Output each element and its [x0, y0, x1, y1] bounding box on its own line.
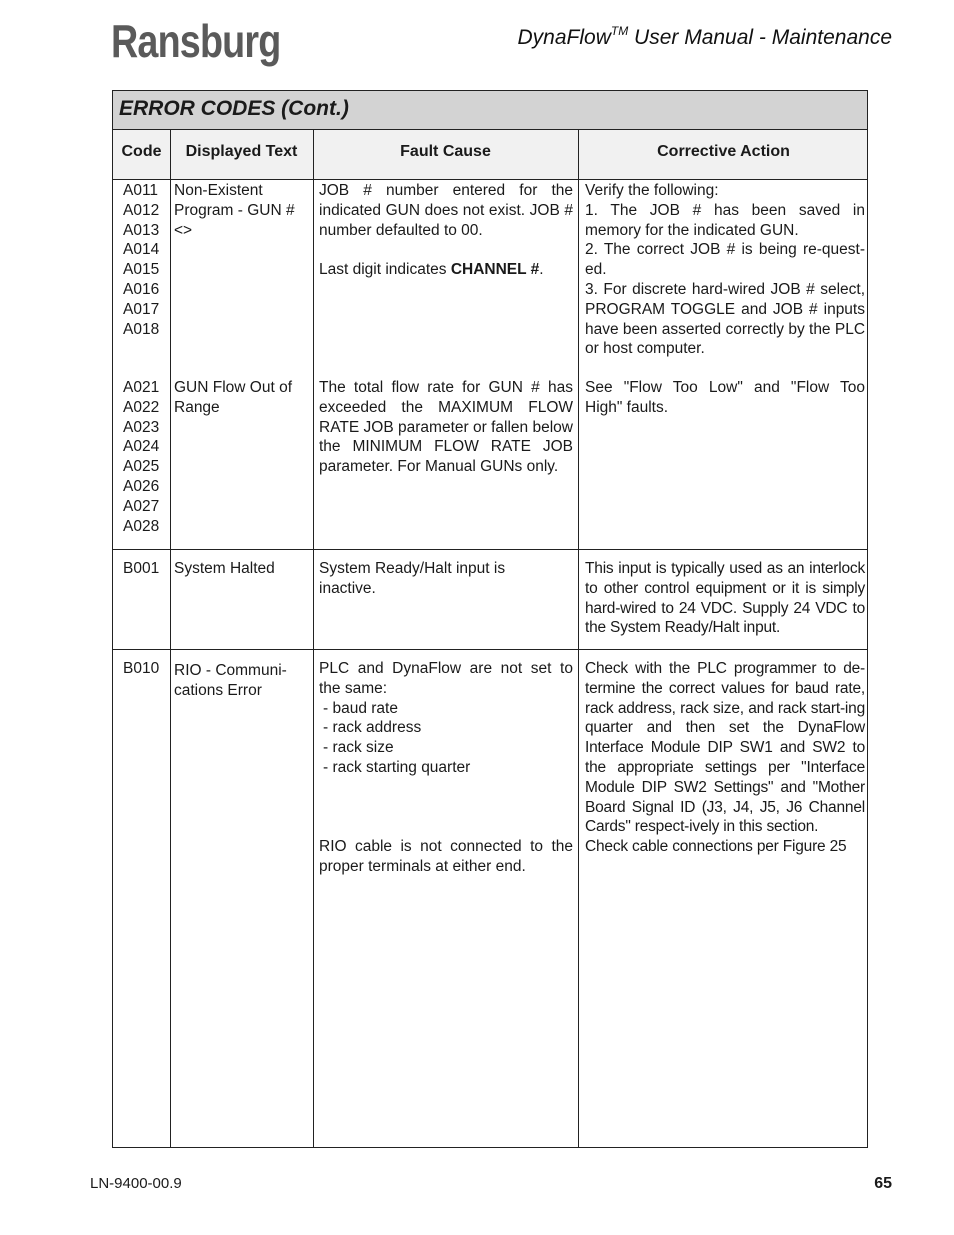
displayed-text: GUN Flow Out of Range: [174, 379, 292, 416]
title-suffix: User Manual - Maintenance: [628, 26, 892, 49]
action-intro: Verify the following:: [585, 182, 719, 199]
action-item: 3. For discrete hard-wired JOB # select, PROGRAM TOGGLE and JOB # inputs have been asserted correctly by the PLC or host computer.: [585, 280, 866, 358]
fault-cause: [319, 659, 573, 877]
section-title: ERROR CODES (Cont.): [113, 91, 867, 130]
corrective-action: [585, 181, 865, 359]
ransburg-logo: Ransburg: [111, 15, 281, 67]
error-code: A011: [123, 182, 159, 199]
column-divider: [313, 130, 314, 1147]
title-product: DynaFlow: [517, 26, 611, 49]
error-code: A018: [123, 320, 160, 338]
action-text: Check cable connections per Figure 25: [585, 838, 847, 856]
displayed-text: System Halted: [174, 560, 275, 577]
error-code: A027: [123, 497, 160, 515]
corrective-action: This input is typically used as an interlock to other control equipment or it is simply hard-wired to 24 VDC. Supply 24 VDC to the System Ready/Halt input.: [585, 560, 865, 637]
error-code: A023: [123, 418, 160, 436]
column-divider: [578, 130, 579, 1147]
row-divider: [113, 549, 867, 550]
table-row-codes: [123, 559, 168, 579]
error-code: A016: [123, 280, 160, 298]
list-item: - rack size: [323, 739, 394, 757]
table-row-codes: [123, 378, 168, 536]
action-item: 1. The JOB # has been saved in memory for the indicated GUN.: [585, 201, 865, 239]
fault-cause-text: PLC and DynaFlow are not set to the same:: [319, 660, 573, 697]
title-trademark: TM: [610, 24, 629, 38]
spacer: [319, 778, 573, 798]
column-header-corrective-action: Corrective Action: [657, 143, 790, 160]
column-header-code: Code: [121, 143, 162, 160]
error-code: B001: [123, 560, 160, 577]
document-number: LN-9400-00.9: [90, 1175, 182, 1192]
list-item: - rack starting quarter: [323, 758, 471, 776]
error-code: A026: [123, 477, 160, 495]
fault-cause-emphasis: CHANNEL #: [450, 261, 540, 279]
spacer: [319, 817, 573, 837]
error-code: A013: [123, 221, 160, 239]
row-divider: [113, 649, 867, 650]
manual-title: [518, 24, 893, 50]
list-item: - rack address: [323, 719, 422, 737]
column-header-displayed-text: Displayed Text: [185, 143, 298, 160]
table-grid: [113, 130, 867, 1147]
displayed-text: RIO - Communi-cations Error: [174, 662, 287, 699]
list-item: - baud rate: [323, 699, 398, 717]
error-codes-table: [112, 90, 868, 1148]
spacer: [319, 798, 573, 818]
fault-cause-text: JOB # number entered for the indicated GUN does not exist. JOB # number defaulted to 00.: [319, 182, 573, 239]
corrective-action: [585, 659, 865, 857]
fault-cause: The total flow rate for GUN # has exceeded the MAXIMUM FLOW RATE JOB parameter or fallen below the MINIMUM FLOW RATE JOB parameter. For Manual GUNs only.: [319, 379, 573, 476]
fault-cause-prefix: Last digit indicates: [319, 261, 451, 279]
error-code: A014: [123, 241, 160, 259]
spacer: [319, 240, 573, 260]
fault-cause: System Ready/Halt input is inactive.: [319, 560, 506, 597]
action-item: 2. The correct JOB # is being re-quest-ed.: [585, 241, 865, 279]
fault-cause: [319, 181, 573, 280]
fault-cause-list: [319, 699, 573, 778]
error-code: A015: [123, 261, 160, 279]
error-code: A024: [123, 438, 160, 456]
row-divider: [113, 179, 867, 180]
error-code: A021: [123, 379, 160, 396]
action-text: Check with the PLC programmer to de-termine the correct values for baud rate, rack address, rack size, and rack start-ing quarter and then set the DynaFlow Interface Module DIP SW1 and SW2 to the appropriate settings per "Interface Module DIP SW2 Settings" and "Mother Board Signal ID (J3, J4, J5, J6 Channel Cards" respect-ively in this section.: [585, 660, 865, 836]
fault-cause-text: RIO cable is not connected to the proper terminals at either end.: [319, 838, 573, 875]
error-code: B010: [123, 660, 160, 677]
fault-cause-text: [319, 260, 573, 280]
column-header-fault-cause: Fault Cause: [400, 143, 491, 160]
error-code: A028: [123, 517, 160, 535]
table-row-codes: [123, 659, 168, 679]
fault-cause-suffix: .: [539, 261, 544, 279]
displayed-text: Non-Existent Program - GUN #<>: [174, 182, 295, 239]
error-code: A025: [123, 458, 160, 476]
error-code: A017: [123, 300, 160, 318]
table-row-codes: [123, 181, 168, 339]
error-code: A022: [123, 398, 160, 416]
column-divider: [170, 130, 171, 1147]
corrective-action: See "Flow Too Low" and "Flow Too High" faults.: [585, 379, 865, 416]
page-number: 65: [874, 1175, 892, 1192]
error-code: A012: [123, 201, 160, 219]
